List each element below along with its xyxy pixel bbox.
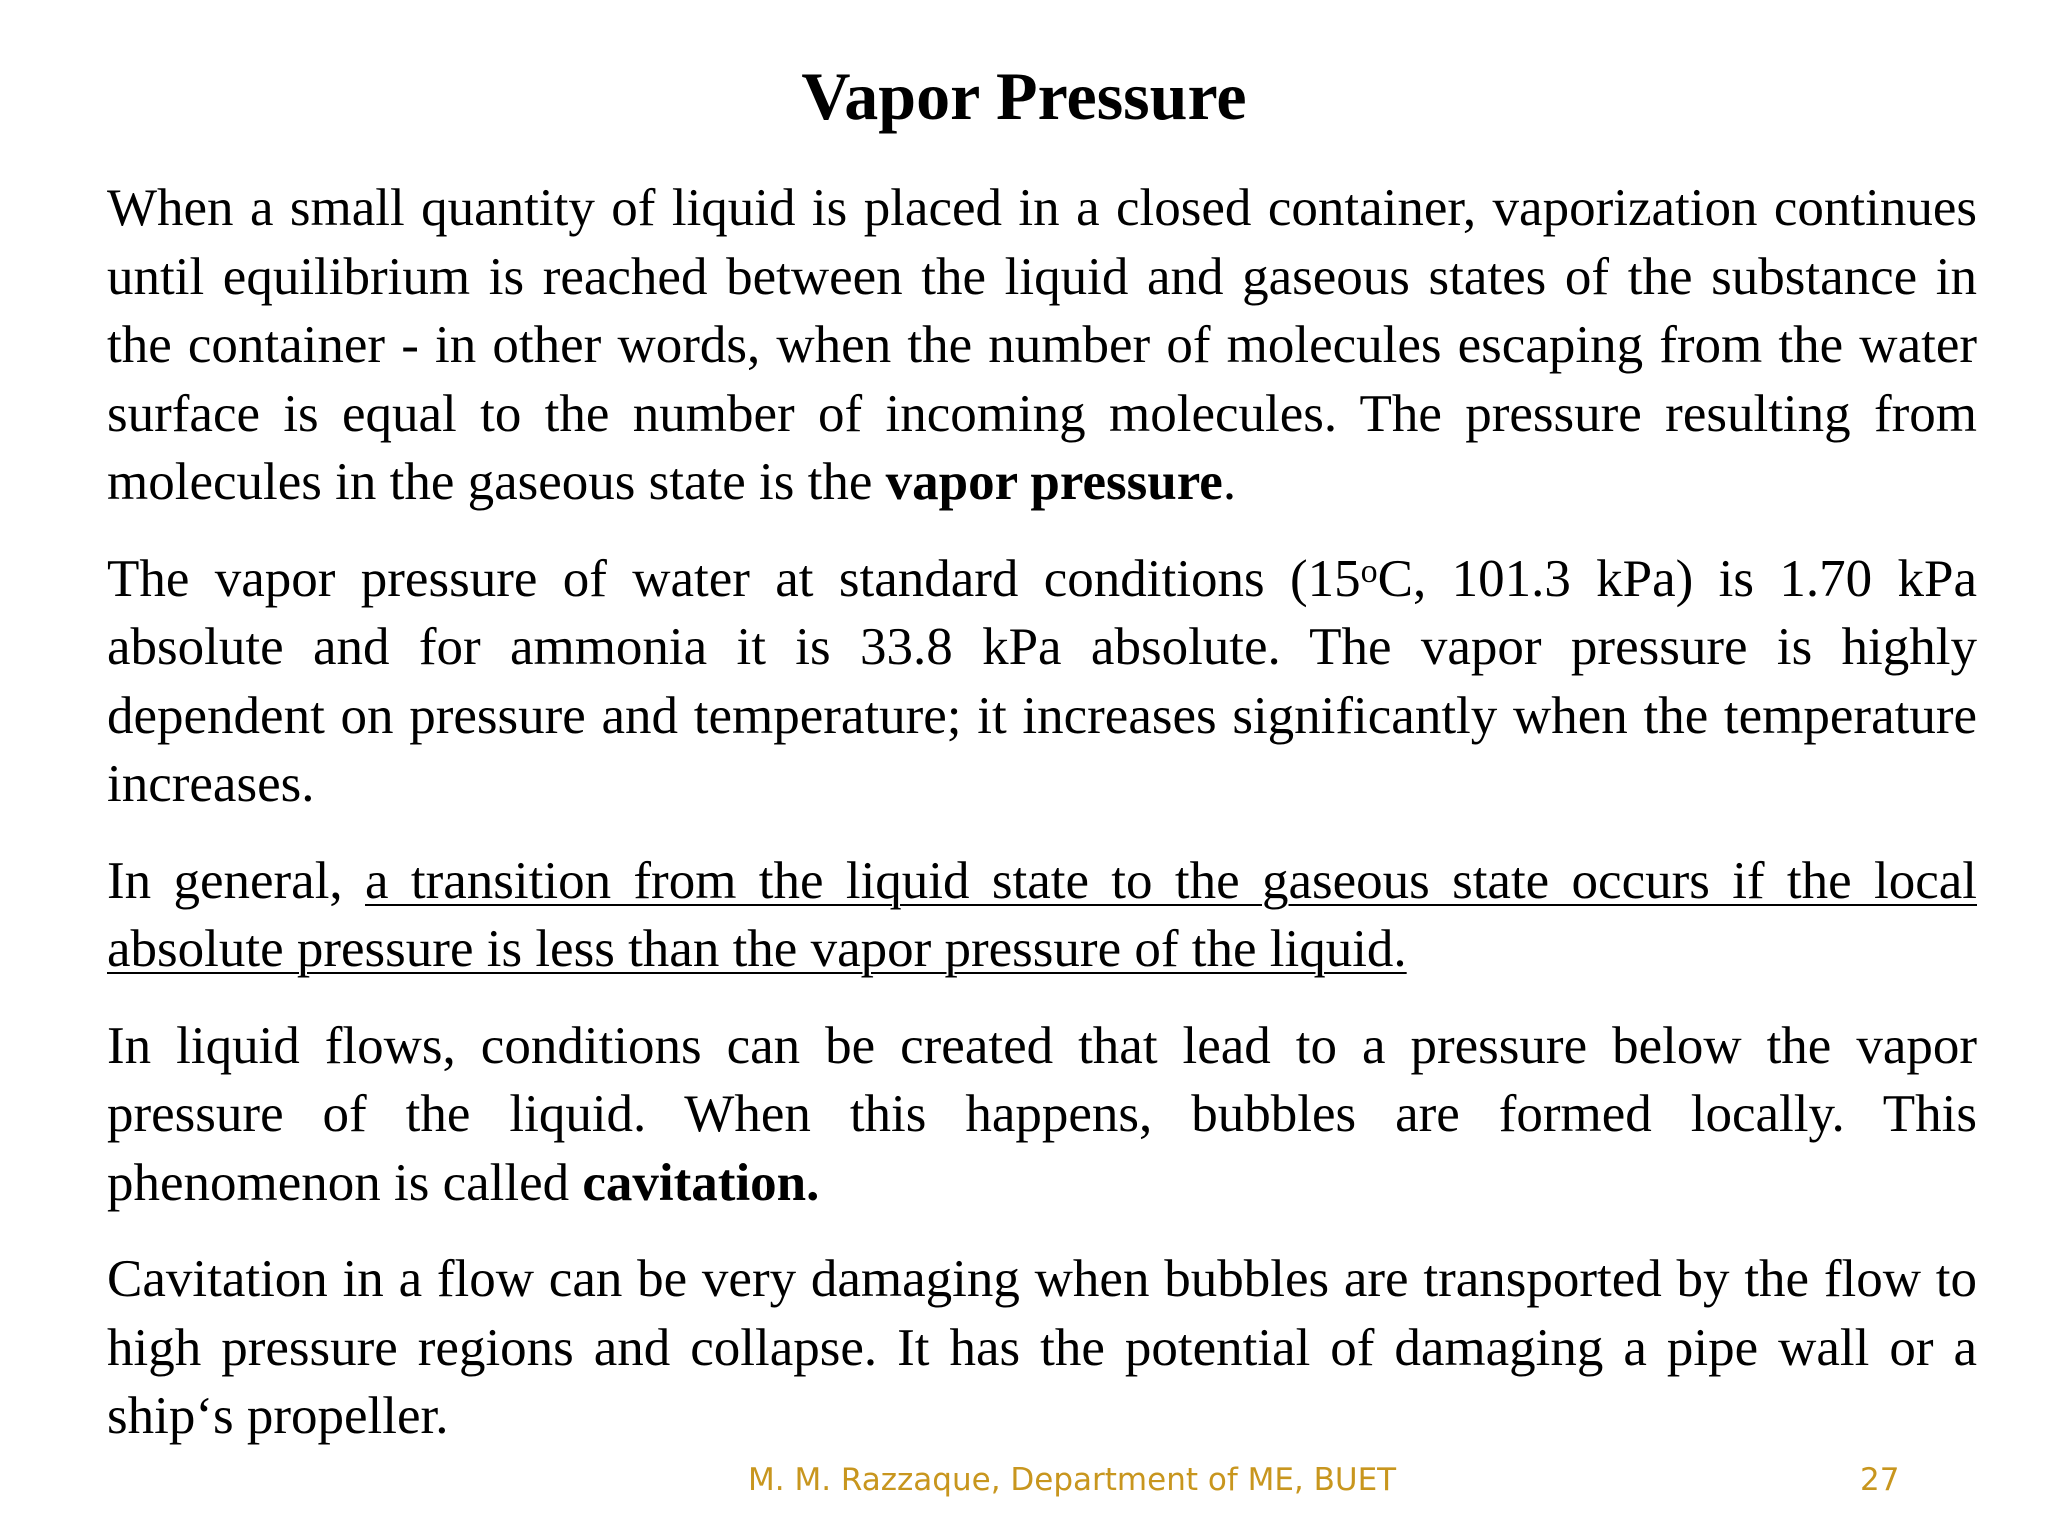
paragraph-text-continued: C, 101.3 kPa) is 1.70 kPa absolute and for ammonia it is 33.8 kPa absolute. The vapor pressure is highly dependent on pressure and temperature; it increases significantly when the temperature increases. (107, 549, 1977, 813)
paragraph-cavitation-damage (107, 1245, 1977, 1451)
degree-superscript: o (1360, 552, 1378, 590)
paragraph-text: In general, (107, 851, 366, 910)
paragraph-standard-conditions (107, 545, 1977, 819)
bold-term-cavitation: cavitation. (582, 1153, 820, 1212)
slide-body (107, 174, 1977, 1479)
slide-title: Vapor Pressure (801, 58, 1247, 134)
bold-term-vapor-pressure: vapor pressure (885, 453, 1223, 511)
slide-footer (0, 1458, 2048, 1502)
page-number: 27 (1860, 1462, 1900, 1498)
paragraph-vapor-pressure-definition (107, 174, 1977, 517)
paragraph-liquid-flows (107, 1012, 1977, 1218)
footer-credit: M. M. Razzaque, Department of ME, BUET (748, 1462, 1397, 1498)
paragraph-text: In liquid flows, conditions can be created that lead to a pressure below the vapor pressure of the liquid. When this happens, bubbles are formed locally. This phenomenon is called (107, 1016, 1977, 1212)
paragraph-end: . (1222, 453, 1237, 511)
underlined-statement: a transition from the liquid state to the gaseous state occurs if the local absolute pressure is less than the vapor pressure of the liquid. (107, 851, 1977, 978)
paragraph-text: The vapor pressure of water at standard conditions (15 (107, 549, 1361, 608)
paragraph-text: Cavitation in a flow can be very damaging when bubbles are transported by the flow to high pressure regions and collapse. It has the potential of damaging a pipe wall or a ship‘s propeller. (107, 1250, 1977, 1445)
paragraph-text: When a small quantity of liquid is placed in a closed container, vaporization continues until equilibrium is reached between the liquid and gaseous states of the substance in the container - in other words, when the number of molecules escaping from the water surface is equal to the number of incoming molecules. The pressure resulting from molecules in the gaseous state is the (107, 179, 1977, 511)
paragraph-transition (107, 847, 1977, 984)
